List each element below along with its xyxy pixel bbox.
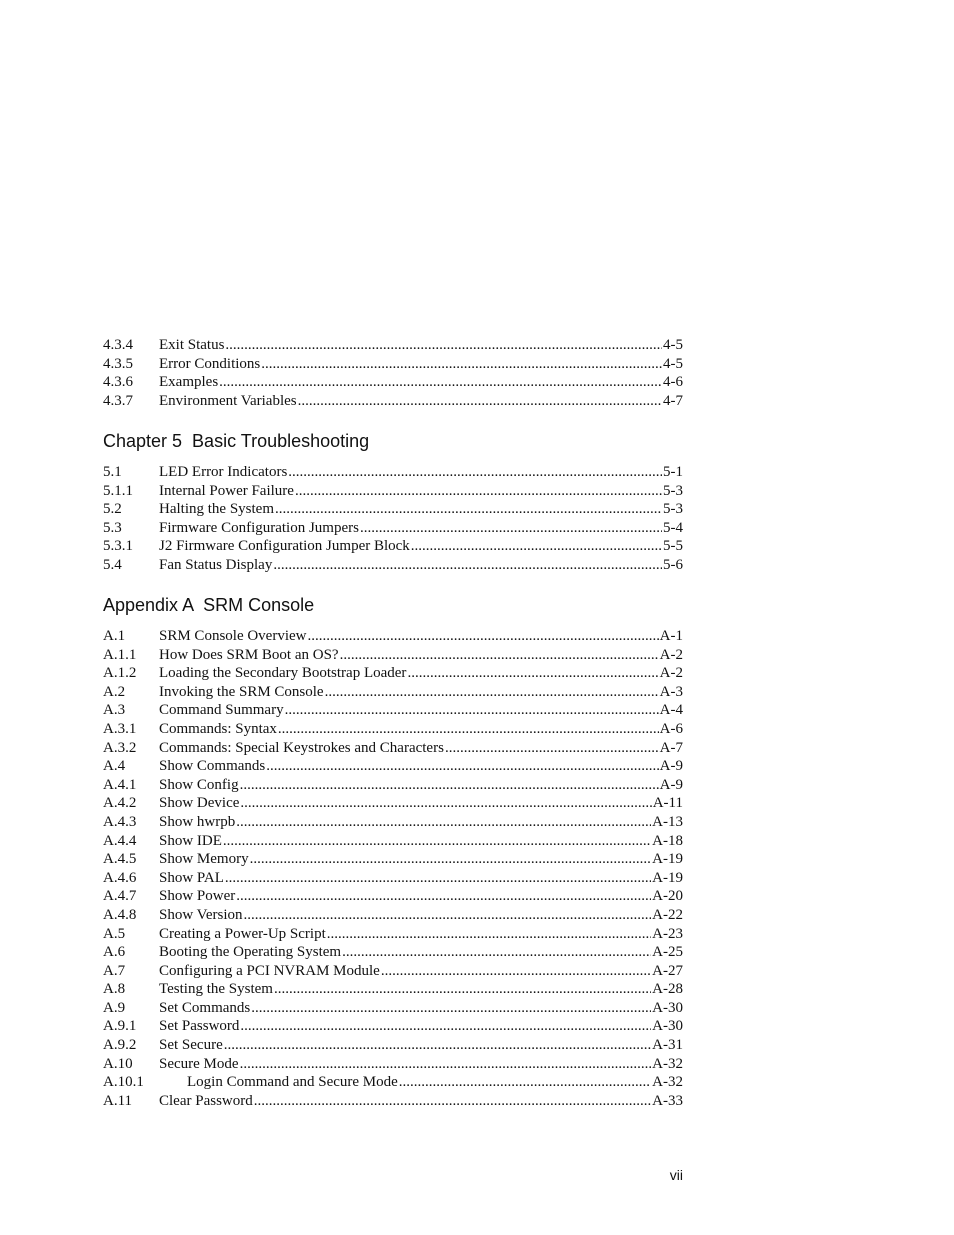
toc-entry — [103, 794, 683, 813]
toc-entry — [103, 943, 683, 962]
toc-dot-leader — [275, 500, 662, 519]
toc-entry-number: 5.1 — [103, 464, 122, 480]
toc-entry-title: Show IDE — [159, 832, 222, 849]
toc-entry-number: 5.3.1 — [103, 538, 133, 555]
toc-entry-title: Show Memory — [159, 851, 249, 868]
toc-entry-title: Set Secure — [159, 1037, 223, 1054]
toc-entry — [103, 664, 683, 683]
toc-entry-number: A.4.7 — [103, 888, 137, 905]
toc-entry-title: Show Device — [159, 795, 240, 812]
toc-entry-page: A-30 — [652, 999, 683, 1016]
toc-entry-number: A.4.4 — [103, 832, 137, 849]
toc-entry-page: 5-1 — [663, 464, 683, 480]
toc-entry-page: A-3 — [659, 683, 683, 700]
toc-entry — [103, 1036, 683, 1055]
toc-entry-title: Commands: Special Keystrokes and Characters — [159, 739, 444, 756]
toc-dot-leader — [223, 832, 651, 851]
toc-entry — [103, 1055, 683, 1074]
toc-entry-page: A-11 — [652, 795, 683, 812]
toc-entry — [103, 537, 683, 556]
toc-entry-number: A.7 — [103, 962, 126, 979]
toc-entry — [103, 962, 683, 981]
toc-entry — [103, 463, 683, 482]
toc-entry-number: 5.4 — [103, 556, 122, 573]
toc-dot-leader — [243, 906, 651, 925]
toc-entry-page: A-9 — [659, 758, 683, 775]
toc-dot-leader — [250, 850, 652, 869]
toc-dot-leader — [251, 999, 651, 1018]
toc-entry-number: A.5 — [103, 925, 126, 942]
toc-entry — [103, 646, 683, 665]
toc-entry-page: 5-3 — [663, 501, 683, 518]
toc-dot-leader — [340, 646, 659, 665]
toc-entry — [103, 739, 683, 758]
toc-entry-number: A.9.1 — [103, 1018, 137, 1035]
toc-dot-leader — [308, 627, 659, 646]
toc-entry-title: Booting the Operating System — [159, 944, 342, 961]
toc-entry-title: Internal Power Failure — [159, 482, 294, 499]
toc-dot-leader — [225, 869, 651, 888]
toc-entry — [103, 999, 683, 1018]
toc-entry-page: A-7 — [659, 739, 683, 756]
toc-entry-page: A-18 — [652, 832, 683, 849]
toc-entry — [103, 556, 683, 575]
toc-dot-leader — [261, 355, 662, 374]
toc-dot-leader — [236, 887, 651, 906]
toc-dot-leader — [236, 813, 651, 832]
toc-entry-title: Commands: Syntax — [159, 720, 277, 737]
toc-entry — [103, 482, 683, 501]
toc-entry-title: Secure Mode — [159, 1055, 239, 1072]
toc-dot-leader — [407, 664, 658, 683]
toc-entry-number: A.1.1 — [103, 646, 137, 663]
toc-section-4-3 — [103, 336, 683, 410]
toc-entry — [103, 887, 683, 906]
toc-dot-leader — [411, 537, 662, 556]
toc-entry-title: SRM Console Overview — [159, 628, 307, 644]
toc-entry-title: Loading the Secondary Bootstrap Loader — [159, 665, 407, 682]
toc-entry-page: 4-5 — [663, 337, 683, 353]
toc-entry-title: Error Conditions — [159, 355, 261, 372]
toc-entry-page: A-32 — [652, 1074, 683, 1091]
toc-entry — [103, 627, 683, 646]
toc-entry-number: A.4.1 — [103, 776, 137, 793]
toc-entry-title: Halting the System — [159, 501, 274, 518]
toc-entry-number: A.9.2 — [103, 1037, 137, 1054]
toc-entry-number: A.4 — [103, 758, 126, 775]
toc-entry-number: A.6 — [103, 944, 126, 961]
toc-dot-leader — [240, 1017, 651, 1036]
toc-dot-leader — [266, 757, 658, 776]
toc-entry-number: A.4.2 — [103, 795, 137, 812]
toc-dot-leader — [240, 1055, 652, 1074]
toc-section-appendix-a — [103, 627, 683, 1110]
toc-dot-leader — [273, 556, 662, 575]
toc-entry-number: A.3.1 — [103, 720, 137, 737]
toc-entry-page: A-13 — [652, 813, 683, 830]
toc-entry-number: A.2 — [103, 683, 126, 700]
toc-entry — [103, 500, 683, 519]
toc-entry — [103, 813, 683, 832]
toc-dot-leader — [325, 683, 659, 702]
toc-entry-title: Testing the System — [159, 981, 273, 998]
toc-entry — [103, 1073, 683, 1092]
toc-entry-title: Fan Status Display — [159, 556, 273, 573]
toc-entry-title: Login Command and Secure Mode — [187, 1074, 398, 1091]
toc-entry-page: 4-7 — [663, 392, 683, 409]
toc-entry-page: A-6 — [659, 720, 683, 737]
toc-entry-title: Exit Status — [159, 337, 225, 353]
toc-entry-number: A.1 — [103, 628, 126, 644]
toc-entry-number: A.10.1 — [103, 1074, 144, 1091]
toc-entry-page: A-2 — [659, 646, 683, 663]
toc-entry-title: Set Password — [159, 1018, 240, 1035]
toc-entry-title: Show Config — [159, 776, 239, 793]
toc-page — [103, 0, 683, 1235]
toc-entry-page: 5-3 — [663, 482, 683, 499]
toc-dot-leader — [285, 701, 659, 720]
toc-dot-leader — [278, 720, 659, 739]
toc-dot-leader — [342, 943, 651, 962]
toc-entry-title: Clear Password — [159, 1092, 253, 1109]
toc-dot-leader — [327, 925, 651, 944]
toc-entry — [103, 925, 683, 944]
toc-entry — [103, 906, 683, 925]
toc-dot-leader — [399, 1073, 651, 1092]
toc-entry — [103, 1017, 683, 1036]
toc-entry-title: Show PAL — [159, 869, 224, 886]
toc-entry-page: A-33 — [652, 1092, 683, 1109]
toc-entry-page: 5-5 — [663, 538, 683, 555]
toc-entry-number: A.11 — [103, 1092, 133, 1109]
toc-entry-page: A-27 — [652, 962, 683, 979]
toc-entry-page: A-19 — [652, 869, 683, 886]
toc-entry-title: Show Commands — [159, 758, 266, 775]
toc-entry-page: A-23 — [652, 925, 683, 942]
toc-entry — [103, 373, 683, 392]
toc-entry — [103, 519, 683, 538]
toc-entry — [103, 355, 683, 374]
toc-entry-number: 4.3.4 — [103, 337, 133, 353]
toc-entry — [103, 757, 683, 776]
page-number: vii — [669, 1167, 683, 1183]
toc-entry-page: A-19 — [652, 851, 683, 868]
toc-entry-title: Examples — [159, 374, 219, 391]
toc-entry — [103, 832, 683, 851]
toc-entry-number: A.4.5 — [103, 851, 137, 868]
toc-entry — [103, 776, 683, 795]
toc-entry-title: Firmware Configuration Jumpers — [159, 519, 359, 536]
toc-entry-title: Set Commands — [159, 999, 251, 1016]
chapter-5-heading: Chapter 5 Basic Troubleshooting — [103, 431, 370, 451]
toc-entry-page: A-30 — [652, 1018, 683, 1035]
toc-entry-title: Show Power — [159, 888, 236, 905]
toc-entry-number: A.10 — [103, 1055, 133, 1072]
toc-entry-number: 5.1.1 — [103, 482, 133, 499]
toc-dot-leader — [240, 776, 659, 795]
toc-entry-page: 4-6 — [663, 374, 683, 391]
toc-entry-title: Show Version — [159, 906, 243, 923]
toc-dot-leader — [224, 1036, 651, 1055]
toc-entry-page: A-4 — [659, 702, 683, 719]
toc-dot-leader — [298, 392, 662, 411]
toc-dot-leader — [295, 482, 662, 501]
toc-entry-title: How Does SRM Boot an OS? — [159, 646, 339, 663]
toc-entry-page: A-2 — [659, 665, 683, 682]
toc-entry-page: 5-4 — [663, 519, 683, 536]
toc-entry-number: A.3.2 — [103, 739, 137, 756]
toc-entry — [103, 392, 683, 411]
toc-entry-title: LED Error Indicators — [159, 464, 288, 480]
toc-entry-page: A-9 — [659, 776, 683, 793]
toc-entry — [103, 980, 683, 999]
toc-dot-leader — [225, 336, 662, 355]
toc-entry-page: A-31 — [652, 1037, 683, 1054]
toc-entry-title: Command Summary — [159, 702, 284, 719]
toc-entry-page: 5-6 — [663, 556, 683, 573]
toc-entry-number: A.1.2 — [103, 665, 137, 682]
toc-entry-page: A-1 — [659, 628, 683, 644]
appendix-a-heading: Appendix A SRM Console — [103, 595, 315, 615]
toc-dot-leader — [360, 519, 662, 538]
toc-entry-title: Configuring a PCI NVRAM Module — [159, 962, 380, 979]
toc-entry-number: 4.3.7 — [103, 392, 133, 409]
toc-entry-page: A-22 — [652, 906, 683, 923]
toc-entry-number: A.4.8 — [103, 906, 137, 923]
toc-entry-title: Invoking the SRM Console — [159, 683, 324, 700]
toc-entry — [103, 1092, 683, 1111]
toc-entry-title: Creating a Power-Up Script — [159, 925, 326, 942]
toc-entry-number: A.8 — [103, 981, 126, 998]
toc-dot-leader — [381, 962, 651, 981]
toc-entry-page: A-28 — [652, 981, 683, 998]
toc-section-chapter-5 — [103, 463, 683, 575]
toc-entry-number: 4.3.6 — [103, 374, 133, 391]
toc-dot-leader — [219, 373, 662, 392]
toc-entry-page: A-25 — [652, 944, 683, 961]
toc-dot-leader — [445, 739, 659, 758]
toc-entry-page: A-32 — [652, 1055, 683, 1072]
toc-entry-number: 5.3 — [103, 519, 122, 536]
toc-entry-number: 4.3.5 — [103, 355, 133, 372]
toc-entry-title: Show hwrpb — [159, 813, 236, 830]
toc-entry-page: 4-5 — [663, 355, 683, 372]
toc-entry-number: A.4.6 — [103, 869, 137, 886]
toc-dot-leader — [274, 980, 651, 999]
toc-entry-number: 5.2 — [103, 501, 122, 518]
toc-entry — [103, 720, 683, 739]
toc-dot-leader — [288, 463, 662, 482]
toc-dot-leader — [240, 794, 651, 813]
toc-entry-page: A-20 — [652, 888, 683, 905]
toc-dot-leader — [254, 1092, 651, 1111]
toc-entry-number: A.9 — [103, 999, 126, 1016]
toc-entry — [103, 850, 683, 869]
toc-entry — [103, 701, 683, 720]
toc-entry — [103, 336, 683, 355]
toc-entry — [103, 683, 683, 702]
toc-entry — [103, 869, 683, 888]
toc-entry-title: J2 Firmware Configuration Jumper Block — [159, 538, 410, 555]
toc-entry-title: Environment Variables — [159, 392, 297, 409]
toc-entry-number: A.4.3 — [103, 813, 137, 830]
toc-entry-number: A.3 — [103, 702, 126, 719]
